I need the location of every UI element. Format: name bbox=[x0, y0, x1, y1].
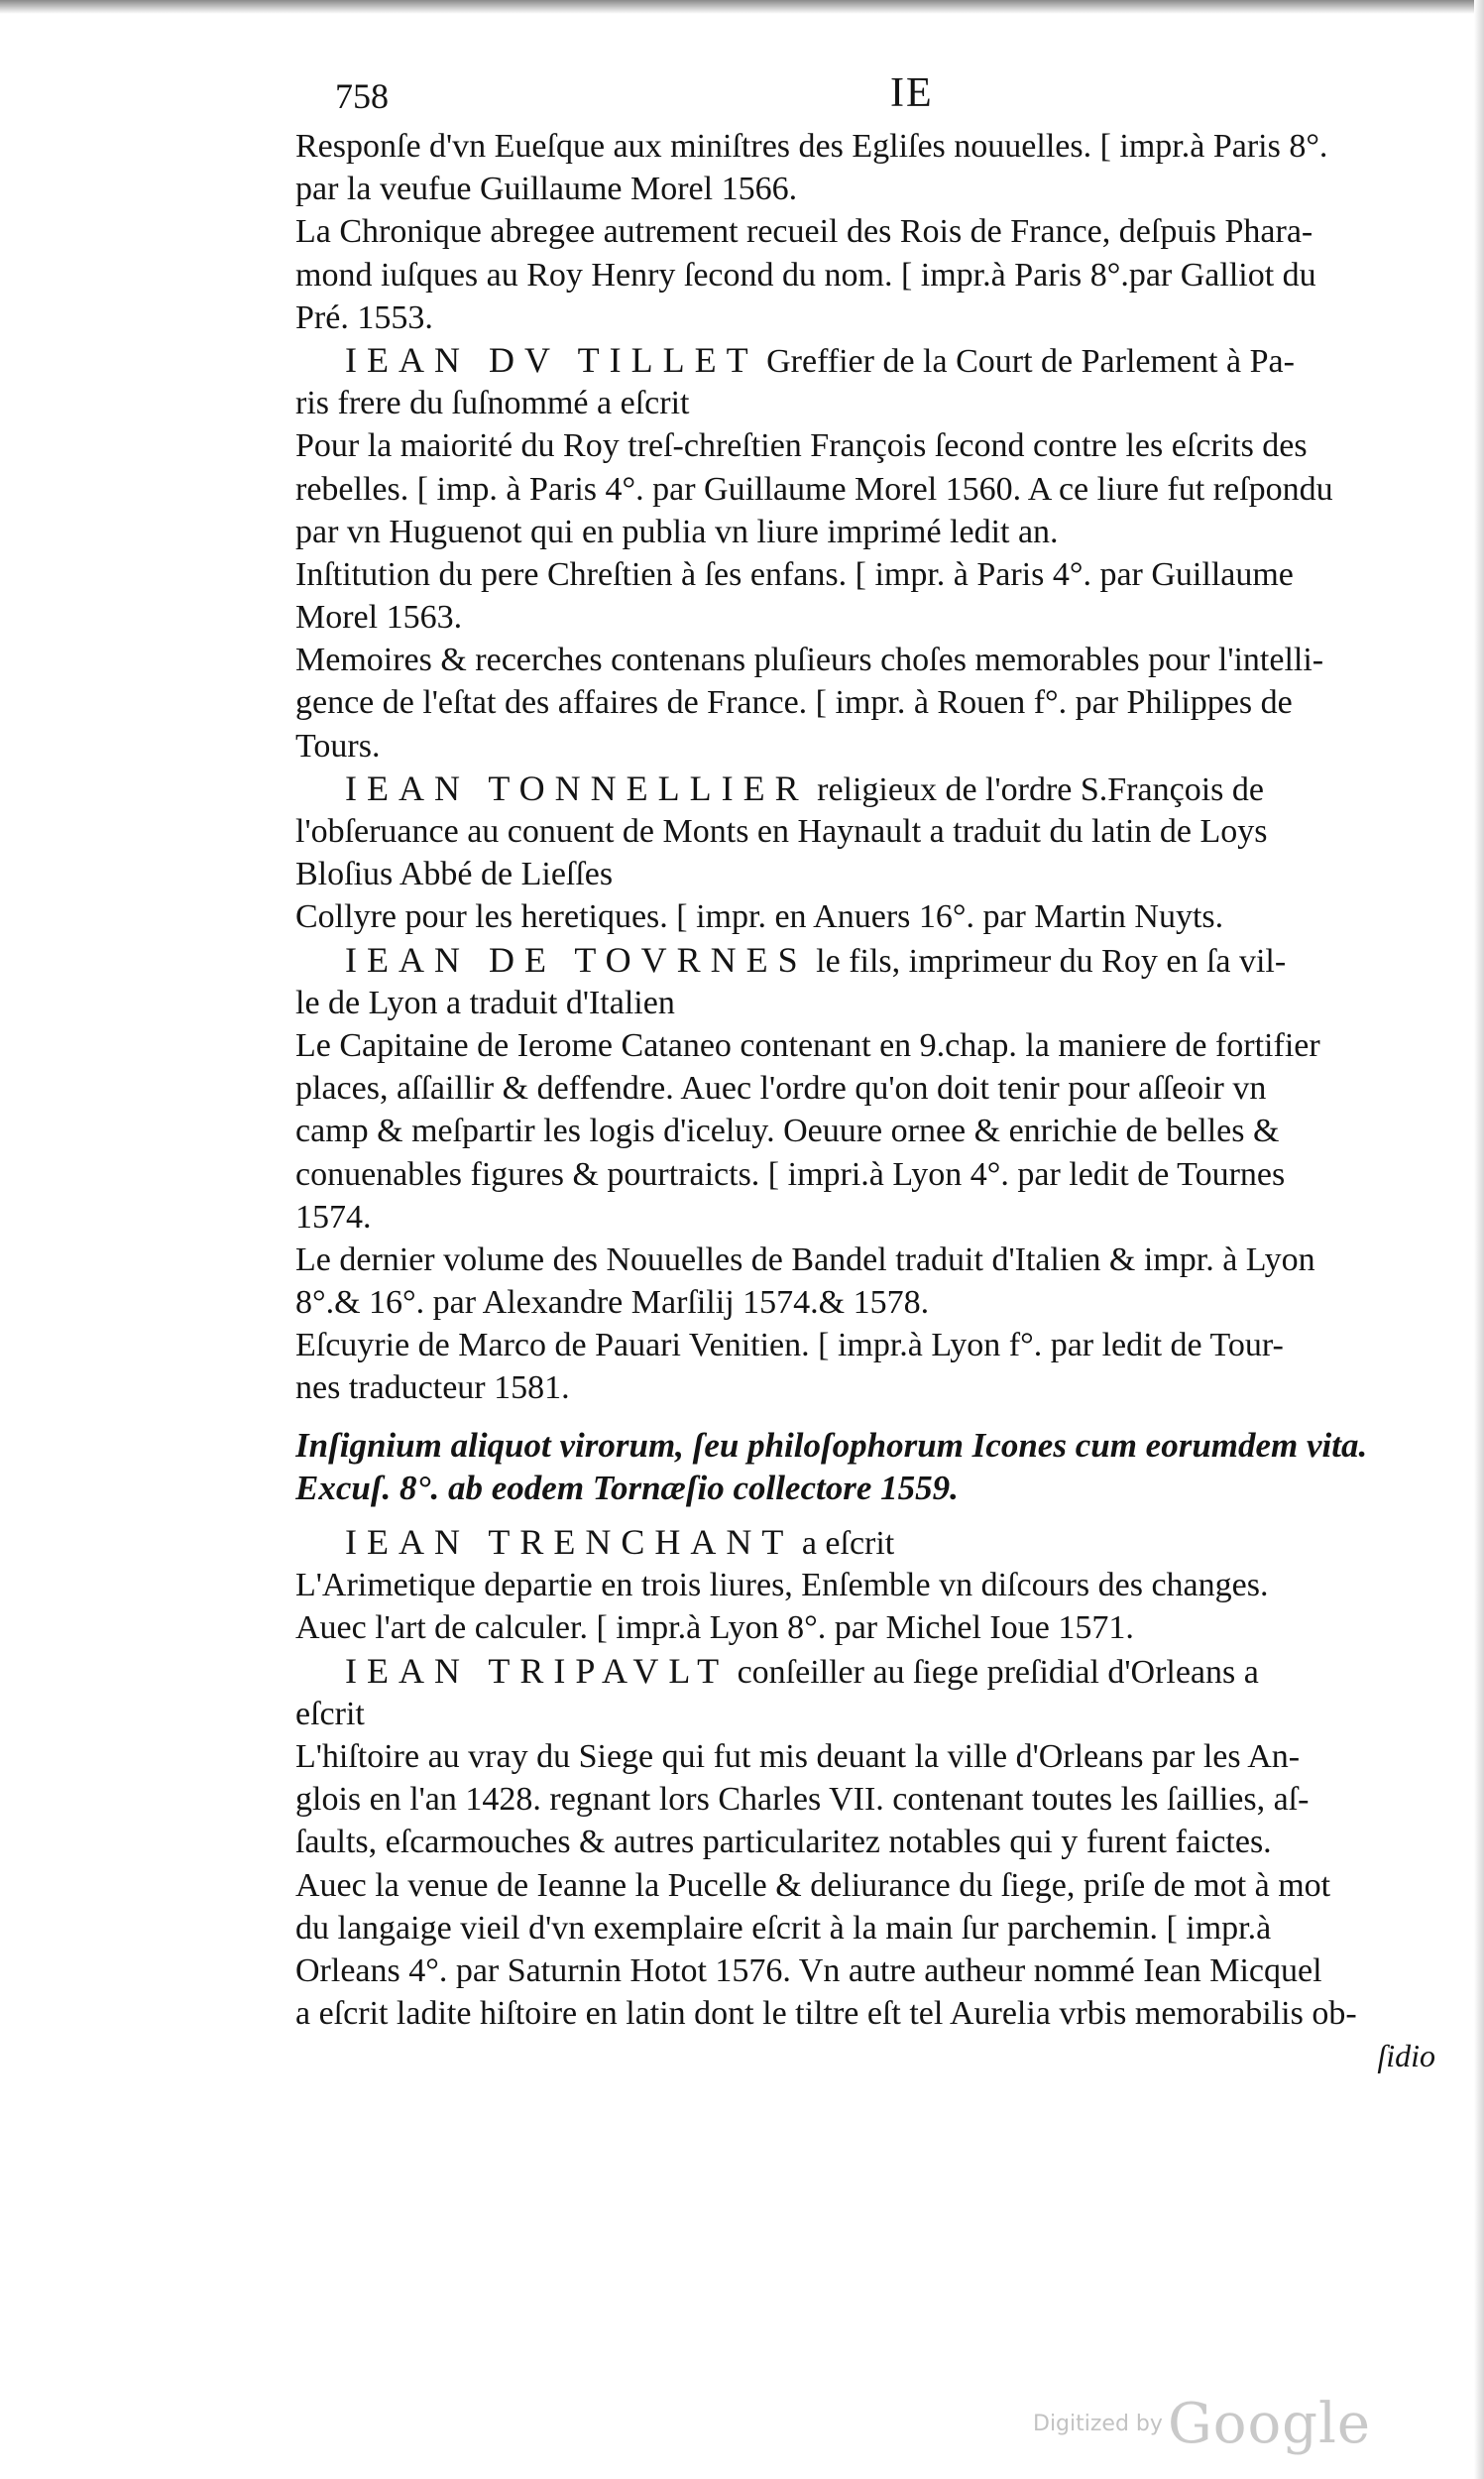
text-line: Memoires & recerches contenans pluſieurs choſes memorables pour l'intelli- bbox=[295, 642, 1324, 679]
entry-description: a eſcrit bbox=[793, 1525, 895, 1562]
entry-description: religieux de l'ordre S.François de bbox=[808, 770, 1264, 808]
page-body bbox=[295, 125, 1435, 2077]
text-line: Le dernier volume des Nouuelles de Bandel traduit d'Italien & impr. à Lyon bbox=[295, 1240, 1315, 1278]
text-line: gence de l'eſtat des affaires de France. [ impr. à Rouen f°. par Philippes de bbox=[295, 684, 1293, 722]
google-logo: Google bbox=[1168, 2392, 1372, 2456]
author-name: IEAN TRENCHANT bbox=[345, 1522, 794, 1562]
text-line: 1574. bbox=[295, 1198, 372, 1236]
text-line: Pré. 1553. bbox=[295, 298, 433, 336]
text-line: l'obſeruance au conuent de Monts en Haynault a traduit du latin de Loys bbox=[295, 813, 1268, 850]
entry-description: conſeiller au ſiege preſidial d'Orleans a bbox=[729, 1653, 1259, 1691]
author-name: IEAN DE TOVRNES bbox=[345, 939, 808, 980]
entry-heading-line bbox=[295, 939, 1435, 982]
text-line: L'hiſtoire au vray du Siege qui fut mis deuant la ville d'Orleans par les An- bbox=[295, 1737, 1301, 1775]
text-line: ſaults, eſcarmouches & autres particularitez notables qui y furent faictes. bbox=[295, 1824, 1272, 1861]
entry-description: Greffier de la Court de Parlement à Pa- bbox=[757, 342, 1295, 380]
text-line: par vn Huguenot qui en publia vn liure imprimé ledit an. bbox=[295, 513, 1059, 550]
running-head: IE bbox=[890, 70, 934, 116]
catchword: ſidio bbox=[1377, 2038, 1435, 2074]
text-line: camp & meſpartir les logis d'iceluy. Oeuure ornee & enrichie de belles & bbox=[295, 1113, 1280, 1150]
page-number: 758 bbox=[335, 76, 389, 116]
scan-top-edge bbox=[0, 0, 1484, 14]
text-line: Morel 1563. bbox=[295, 599, 463, 637]
text-line: rebelles. [ imp. à Paris 4°. par Guillaume Morel 1560. A ce liure fut reſpondu bbox=[295, 470, 1333, 508]
watermark-prefix: Digitized by bbox=[1033, 2412, 1163, 2436]
text-line: Bloſius Abbé de Lieſſes bbox=[295, 856, 614, 893]
text-line: eſcrit bbox=[295, 1695, 365, 1732]
text-line: du langaige vieil d'vn exemplaire eſcrit à la main ſur parchemin. [ impr.à bbox=[295, 1909, 1272, 1947]
text-line: nes traducteur 1581. bbox=[295, 1369, 570, 1407]
text-line: Auec la venue de Ieanne la Pucelle & deliurance du ſiege, priſe de mot à mot bbox=[295, 1866, 1331, 1904]
text-line: L'Arimetique departie en trois liures, Enſemble vn diſcours des changes. bbox=[295, 1567, 1269, 1604]
text-line: Tours. bbox=[295, 727, 381, 765]
text-line: le de Lyon a traduit d'Italien bbox=[295, 984, 675, 1021]
text-line: glois en l'an 1428. regnant lors Charles VII. contenant toutes les ſaillies, aſ- bbox=[295, 1781, 1310, 1819]
scan-right-edge bbox=[1474, 0, 1484, 2479]
text-line: conuenables figures & pourtraicts. [ impri.à Lyon 4°. par ledit de Tournes bbox=[295, 1155, 1286, 1193]
text-line: Pour la maiorité du Roy treſ-chreſtien François ſecond contre les eſcrits des bbox=[295, 427, 1308, 465]
text-line: Responſe d'vn Eueſque aux miniſtres des Egliſes nouuelles. [ impr.à Paris 8°. bbox=[295, 128, 1328, 165]
author-name: IEAN TONNELLIER bbox=[345, 767, 809, 808]
text-line: Inſtitution du pere Chreſtien à ſes enfans. [ impr. à Paris 4°. par Guillaume bbox=[295, 555, 1294, 593]
text-line: Auec l'art de calculer. [ impr.à Lyon 8°. par Michel Ioue 1571. bbox=[295, 1609, 1134, 1647]
digitized-by-google-watermark bbox=[1033, 2392, 1371, 2456]
author-name: IEAN TRIPAVLT bbox=[345, 1650, 730, 1691]
latin-title-line: Inſignium aliquot virorum, ſeu philoſophorum Icones cum eorumdem vita. bbox=[295, 1425, 1368, 1465]
entry-description: le fils, imprimeur du Roy en ſa vil- bbox=[807, 942, 1287, 980]
author-name: IEAN DV TILLET bbox=[345, 339, 758, 380]
text-line: Eſcuyrie de Marco de Pauari Venitien. [ impr.à Lyon f°. par ledit de Tour- bbox=[295, 1327, 1284, 1364]
text-line: mond iuſques au Roy Henry ſecond du nom. [ impr.à Paris 8°.par Galliot du bbox=[295, 256, 1316, 294]
entry-heading-line bbox=[295, 1650, 1435, 1693]
page-header bbox=[335, 69, 1435, 119]
entry-heading-line bbox=[295, 339, 1435, 382]
entry-heading-line bbox=[295, 1521, 1435, 1564]
entry-heading-line bbox=[295, 767, 1435, 810]
latin-title-line: Excuſ. 8°. ab eodem Tornæſio collectore 1559. bbox=[295, 1468, 959, 1507]
text-line: par la veufue Guillaume Morel 1566. bbox=[295, 171, 798, 208]
text-line: La Chronique abregee autrement recueil des Rois de France, deſpuis Phara- bbox=[295, 213, 1313, 251]
text-line: places, aſſaillir & deffendre. Auec l'ordre qu'on doit tenir pour aſſeoir vn bbox=[295, 1070, 1267, 1108]
text-line: Collyre pour les heretiques. [ impr. en Anuers 16°. par Martin Nuyts. bbox=[295, 898, 1224, 936]
text-line: Orleans 4°. par Saturnin Hotot 1576. Vn autre autheur nommé Iean Micquel bbox=[295, 1951, 1322, 1989]
text-line: ris frere du ſuſnommé a eſcrit bbox=[295, 385, 690, 422]
text-line: a eſcrit ladite hiſtoire en latin dont le tiltre eſt tel Aurelia vrbis memorabilis ob- bbox=[295, 1995, 1357, 2033]
text-line: Le Capitaine de Ierome Cataneo contenant en 9.chap. la maniere de fortifier bbox=[295, 1026, 1320, 1064]
text-line: 8°.& 16°. par Alexandre Marſilij 1574.& 1578. bbox=[295, 1284, 930, 1322]
